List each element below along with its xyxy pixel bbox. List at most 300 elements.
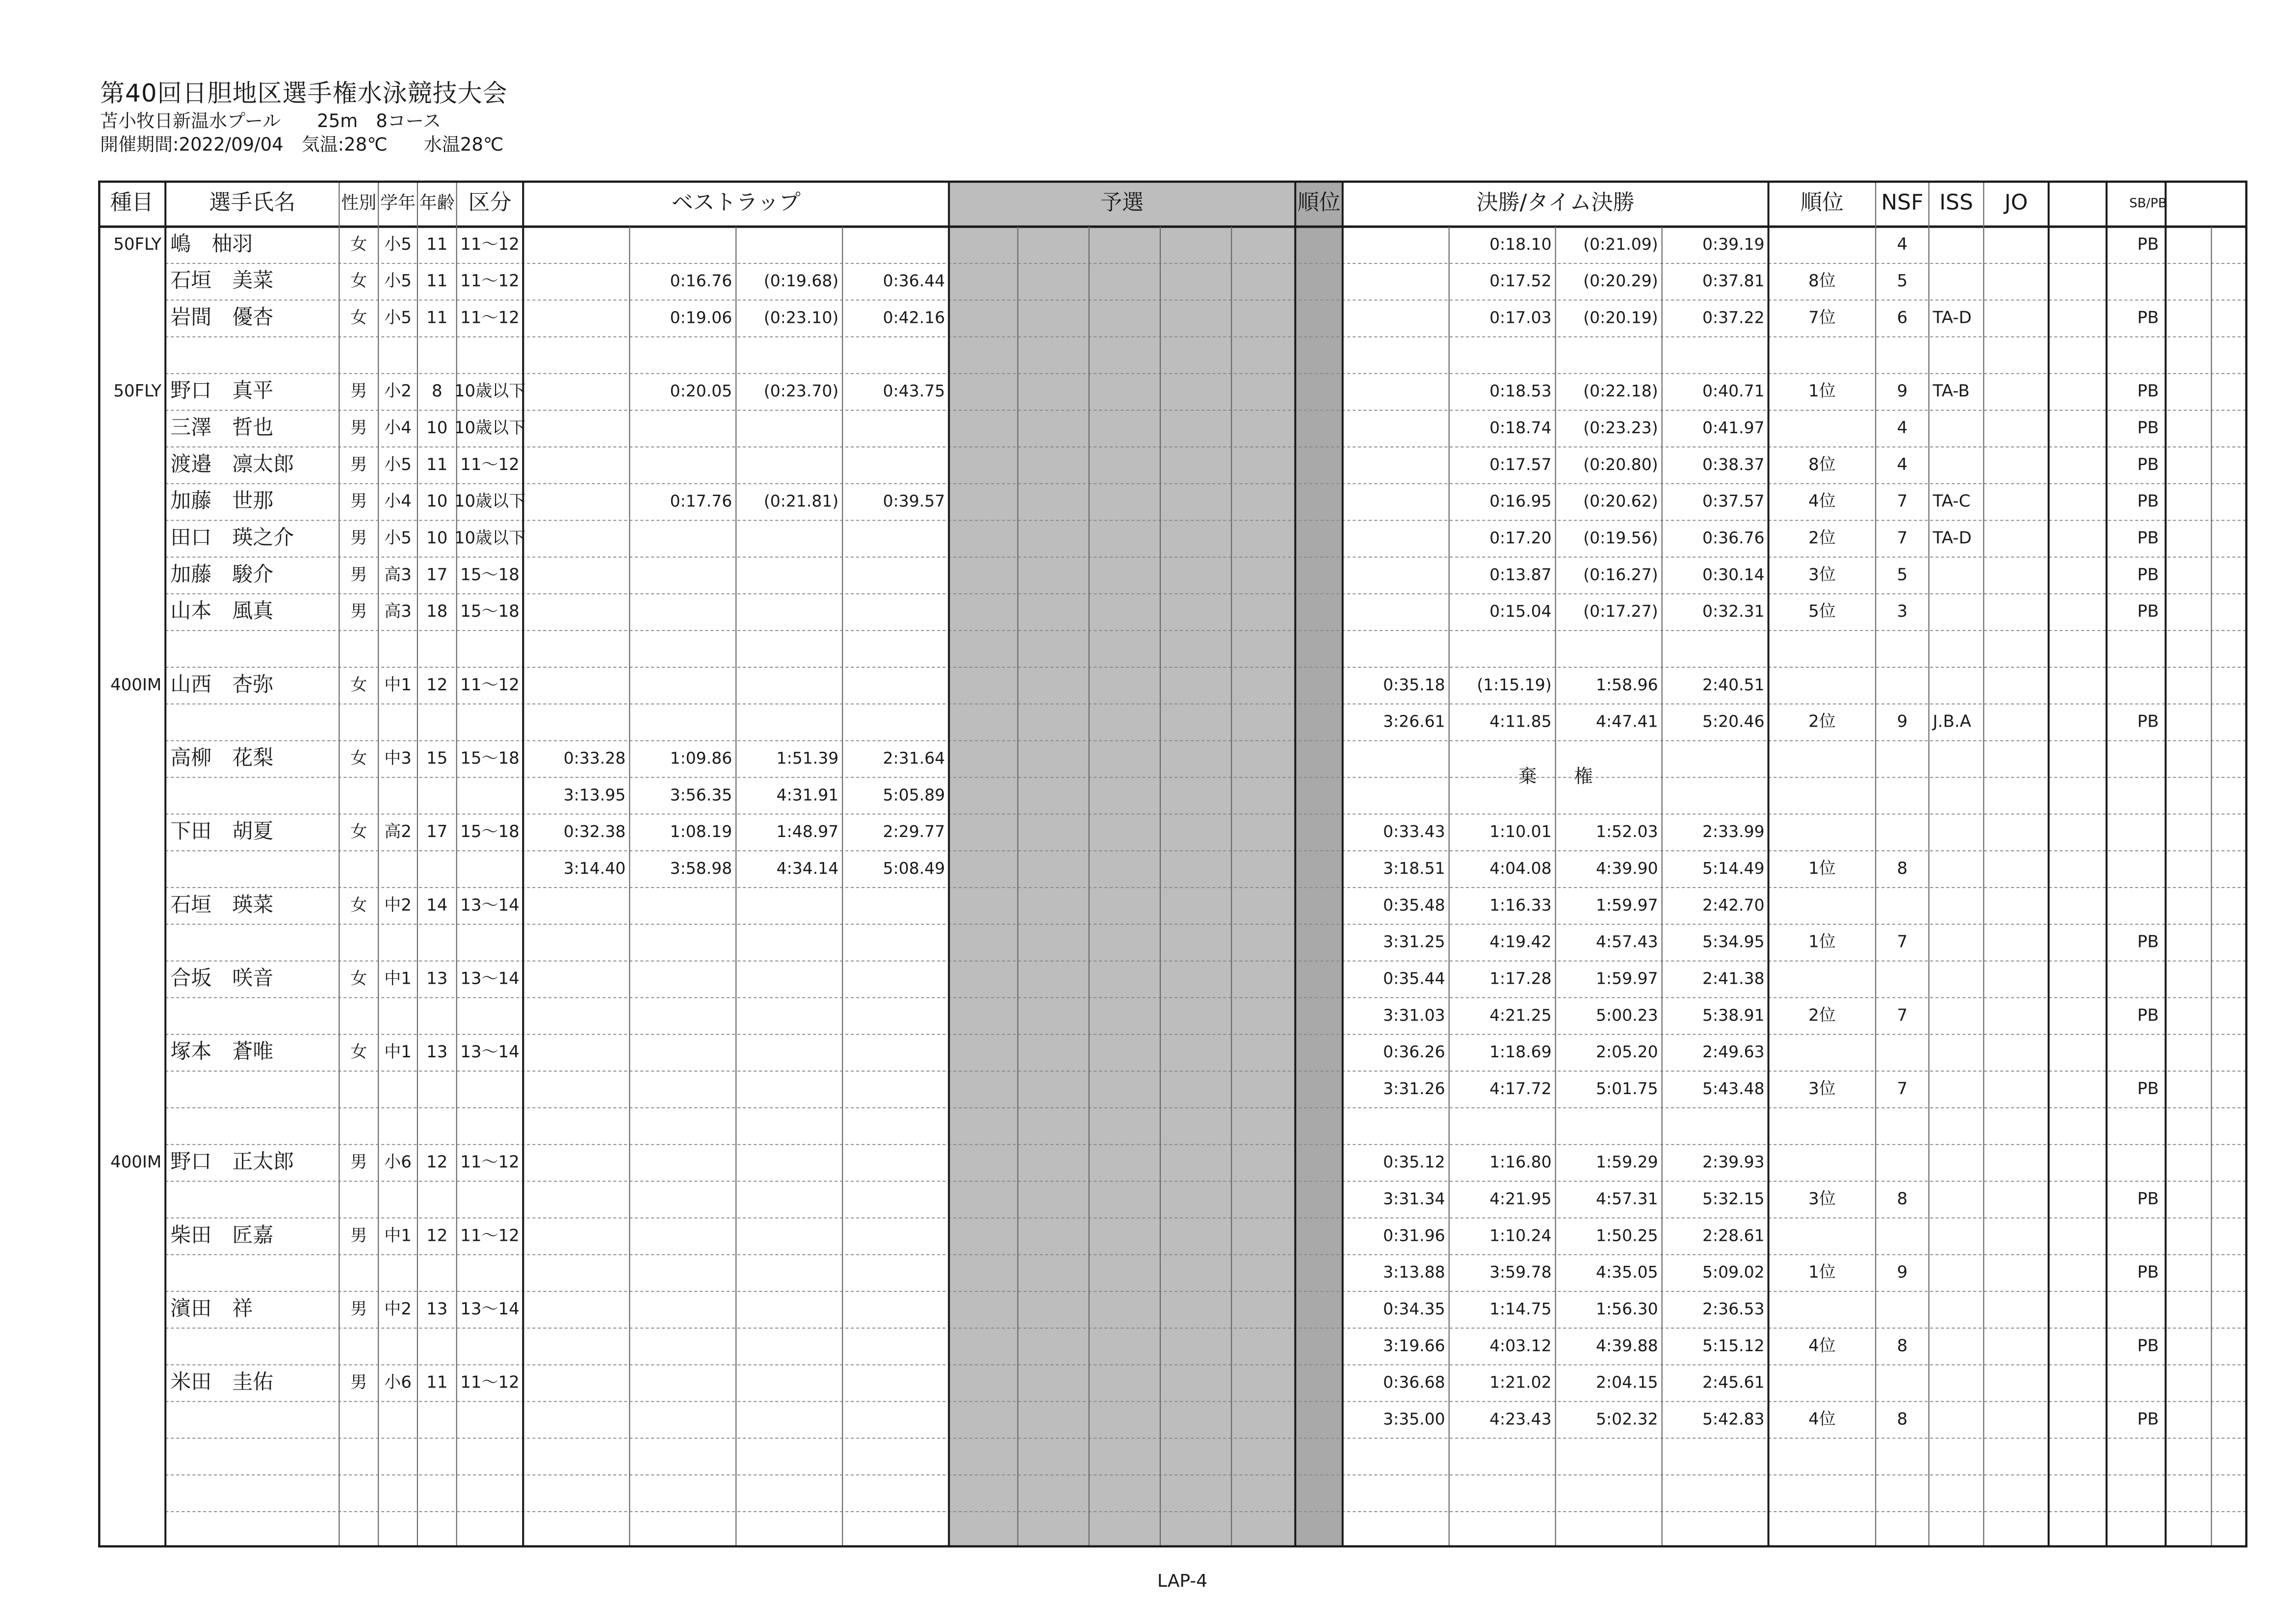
final-split: 0:39.19	[1702, 234, 1765, 254]
swimmer-division: 11～12	[460, 454, 520, 474]
swimmer-age: 11	[426, 454, 448, 474]
swimmer-name: 柴田 匠嘉	[170, 1223, 274, 1247]
sb-pb-flag: PB	[2137, 565, 2159, 585]
swimmer-division: 11～12	[460, 234, 520, 254]
final-split: 0:38.37	[1702, 454, 1765, 474]
col-rank-header: 順位	[1800, 190, 1844, 215]
swimmer-grade: 小5	[384, 234, 412, 254]
iss-standard: TA-D	[1932, 528, 1972, 548]
results-sheet	[98, 181, 2247, 1547]
swimmer-division: 11～12	[460, 1226, 520, 1246]
nsf-points: 9	[1897, 711, 1908, 732]
final-split: 0:31.96	[1383, 1226, 1445, 1245]
nsf-points: 4	[1897, 234, 1908, 254]
swimmer-sex: 女	[350, 308, 367, 328]
final-split: (0:17.27)	[1583, 602, 1658, 621]
iss-standard: TA-B	[1932, 381, 1970, 401]
swimmer-name: 濱田 祥	[170, 1296, 253, 1320]
final-rank: 2位	[1808, 711, 1836, 732]
final-rank: 1位	[1808, 381, 1836, 401]
final-split: 0:34.35	[1383, 1299, 1445, 1318]
swimmer-age: 18	[426, 602, 448, 622]
final-split: 0:41.97	[1702, 418, 1765, 438]
final-split: 1:16.33	[1489, 895, 1552, 915]
final-split: 5:20.46	[1702, 711, 1765, 731]
nsf-points: 3	[1897, 602, 1908, 622]
swimmer-grade: 小5	[384, 308, 412, 328]
final-split: 2:45.61	[1702, 1372, 1765, 1392]
final-split: (0:16.27)	[1583, 565, 1658, 584]
swimmer-name: 山西 杏弥	[170, 672, 274, 696]
swimmer-name: 加藤 世那	[170, 488, 274, 513]
nsf-points: 5	[1897, 271, 1908, 291]
swimmer-sex: 男	[350, 602, 367, 622]
col-age-header: 年齢	[419, 193, 455, 213]
final-split: (0:19.56)	[1583, 528, 1658, 548]
best-lap-split: 2:31.64	[883, 748, 945, 768]
final-split: 2:33.99	[1702, 822, 1765, 841]
final-split: 4:39.90	[1596, 859, 1658, 878]
final-split: (0:21.09)	[1583, 234, 1658, 254]
final-split: 0:30.14	[1702, 565, 1765, 584]
swimmer-age: 11	[426, 271, 448, 291]
final-rank: 5位	[1808, 602, 1836, 622]
swimmer-sex: 男	[350, 491, 367, 511]
best-lap-split: 0:17.76	[670, 491, 732, 511]
swimmer-sex: 女	[350, 1042, 367, 1062]
nsf-points: 9	[1897, 1262, 1908, 1283]
final-split: 4:03.12	[1489, 1336, 1552, 1355]
best-lap-split: 3:56.35	[670, 785, 732, 805]
final-split: 0:36.26	[1383, 1042, 1445, 1062]
final-split: 3:13.88	[1383, 1262, 1445, 1282]
swimmer-sex: 女	[350, 748, 367, 768]
nsf-points: 7	[1897, 491, 1908, 511]
swimmer-name: 渡邉 凛太郎	[170, 451, 294, 476]
best-lap-split: 0:33.28	[563, 748, 626, 768]
final-split: 0:17.03	[1489, 308, 1552, 327]
final-split: (0:23.23)	[1583, 418, 1658, 438]
final-split: 2:49.63	[1702, 1042, 1765, 1062]
best-lap-split: 1:09.86	[670, 748, 732, 768]
final-split: 0:37.57	[1702, 491, 1765, 511]
swimmer-age: 12	[426, 675, 448, 695]
swimmer-age: 10	[426, 418, 448, 438]
final-rank: 8位	[1808, 271, 1836, 291]
final-split: 0:17.52	[1489, 271, 1552, 290]
best-lap-split: 4:34.14	[776, 859, 839, 878]
swimmer-sex: 男	[350, 454, 367, 474]
swimmer-sex: 男	[350, 1299, 367, 1319]
swimmer-division: 11～12	[460, 271, 520, 291]
final-split: 0:32.31	[1702, 602, 1765, 621]
best-lap-split: (0:21.81)	[763, 491, 839, 511]
final-split: 0:15.04	[1489, 602, 1552, 621]
final-split: 0:40.71	[1702, 381, 1765, 401]
sb-pb-flag: PB	[2137, 602, 2159, 622]
final-split: 0:18.53	[1489, 381, 1552, 401]
final-split: 0:16.95	[1489, 491, 1552, 511]
final-split: 2:04.15	[1596, 1372, 1658, 1392]
final-split: 2:42.70	[1702, 895, 1765, 915]
nsf-points: 8	[1897, 1409, 1908, 1429]
swimmer-division: 11～12	[460, 1152, 520, 1172]
nsf-points: 9	[1897, 381, 1908, 401]
event-label: 50FLY	[113, 234, 162, 254]
final-split: 0:36.76	[1702, 528, 1765, 548]
final-split: (0:20.19)	[1583, 308, 1658, 327]
col-sbpb-header: SB/PB	[2129, 196, 2167, 211]
swimmer-name: 野口 真平	[170, 378, 274, 403]
final-rank: 1位	[1808, 859, 1836, 879]
swimmer-division: 11～12	[460, 1372, 520, 1392]
swimmer-division: 15～18	[460, 602, 520, 622]
swimmer-grade: 高3	[384, 565, 412, 585]
swimmer-sex: 男	[350, 418, 367, 438]
sb-pb-flag: PB	[2137, 711, 2159, 732]
swimmer-division: 13～14	[460, 1042, 520, 1062]
col-prelim-header: 予選	[1100, 190, 1144, 215]
swimmer-name: 合坂 咲音	[170, 966, 274, 990]
sb-pb-flag: PB	[2137, 381, 2159, 401]
final-split: 0:36.68	[1383, 1372, 1445, 1392]
swimmer-sex: 男	[350, 1226, 367, 1246]
final-rank: 2位	[1808, 1005, 1836, 1025]
final-rank: 4位	[1808, 491, 1836, 511]
final-rank: 7位	[1808, 308, 1836, 328]
swimmer-division: 13～14	[460, 969, 520, 989]
final-split: 2:05.20	[1596, 1042, 1658, 1062]
final-split: 4:23.43	[1489, 1409, 1552, 1429]
sb-pb-flag: PB	[2137, 1189, 2159, 1209]
final-rank: 4位	[1808, 1336, 1836, 1356]
final-split: 5:09.02	[1702, 1262, 1765, 1282]
swimmer-name: 高柳 花梨	[170, 745, 274, 770]
event-label: 400IM	[110, 675, 162, 695]
swimmer-age: 17	[426, 822, 448, 842]
final-rank: 1位	[1808, 932, 1836, 952]
final-split: 1:14.75	[1489, 1299, 1552, 1318]
swimmer-grade: 小4	[384, 491, 412, 511]
swimmer-age: 13	[426, 1042, 448, 1062]
swimmer-grade: 中1	[384, 969, 412, 989]
final-split: 5:43.48	[1702, 1079, 1765, 1099]
best-lap-split: 1:51.39	[776, 748, 839, 768]
final-split: 1:52.03	[1596, 822, 1658, 841]
swimmer-age: 13	[426, 969, 448, 989]
swimmer-grade: 中2	[384, 895, 412, 915]
final-split: 2:28.61	[1702, 1226, 1765, 1245]
final-split: 5:38.91	[1702, 1005, 1765, 1025]
final-rank: 8位	[1808, 454, 1836, 474]
final-split: 0:37.22	[1702, 308, 1765, 327]
swimmer-age: 11	[426, 308, 448, 328]
final-split: 5:42.83	[1702, 1409, 1765, 1429]
final-split: 5:15.12	[1702, 1336, 1765, 1355]
date-line: 開催期間:2022/09/04 気温:28℃ 水温28℃	[100, 134, 504, 155]
swimmer-name: 三澤 哲也	[170, 415, 274, 440]
swimmer-grade: 中1	[384, 1042, 412, 1062]
event-label: 400IM	[110, 1152, 162, 1172]
swimmer-sex: 男	[350, 381, 367, 401]
swimmer-name: 石垣 瑛菜	[170, 892, 274, 917]
swimmer-age: 8	[431, 381, 443, 401]
best-lap-split: 3:14.40	[563, 859, 626, 878]
best-lap-split: 0:32.38	[563, 822, 626, 841]
best-lap-split: 5:08.49	[883, 859, 945, 878]
sb-pb-flag: PB	[2137, 491, 2159, 511]
swimmer-division: 15～18	[460, 565, 520, 585]
prelim-shade	[949, 181, 1295, 1547]
final-split: (1:15.19)	[1477, 675, 1552, 694]
swimmer-sex: 男	[350, 565, 367, 585]
sb-pb-flag: PB	[2137, 234, 2159, 254]
final-split: 0:35.44	[1383, 969, 1445, 988]
sb-pb-flag: PB	[2137, 528, 2159, 548]
sb-pb-flag: PB	[2137, 1262, 2159, 1283]
swimmer-name: 米田 圭佑	[170, 1369, 274, 1394]
swimmer-name: 下田 胡夏	[170, 819, 274, 843]
final-split: (0:20.62)	[1583, 491, 1658, 511]
swimmer-age: 12	[426, 1152, 448, 1172]
final-split: 3:26.61	[1383, 711, 1445, 731]
swimmer-age: 11	[426, 1372, 448, 1392]
final-split: 4:04.08	[1489, 859, 1552, 878]
swimmer-division: 10歳以下	[454, 528, 526, 548]
sb-pb-flag: PB	[2137, 1079, 2159, 1099]
final-rank: 2位	[1808, 528, 1836, 548]
swimmer-grade: 中1	[384, 1226, 412, 1246]
col-final-header: 決勝/タイム決勝	[1476, 190, 1635, 215]
final-split: 3:31.34	[1383, 1189, 1445, 1208]
final-split: 0:17.57	[1489, 454, 1552, 474]
final-split: 3:31.25	[1383, 932, 1445, 951]
best-lap-split: 0:39.57	[883, 491, 945, 511]
nsf-points: 5	[1897, 565, 1908, 585]
iss-standard: J.B.A	[1932, 711, 1971, 732]
nsf-points: 4	[1897, 454, 1908, 474]
swimmer-division: 10歳以下	[454, 418, 526, 438]
final-split: 0:18.10	[1489, 234, 1552, 254]
best-lap-split: 0:42.16	[883, 308, 945, 327]
final-split: 0:33.43	[1383, 822, 1445, 841]
final-split: 2:41.38	[1702, 969, 1765, 988]
event-label: 50FLY	[113, 381, 162, 401]
sb-pb-flag: PB	[2137, 418, 2159, 438]
swimmer-name: 田口 瑛之介	[170, 525, 294, 550]
swimmer-age: 11	[426, 234, 448, 254]
sb-pb-flag: PB	[2137, 1005, 2159, 1025]
final-rank: 3位	[1808, 565, 1836, 585]
swimmer-sex: 女	[350, 969, 367, 989]
best-lap-split: 0:19.06	[670, 308, 732, 327]
final-split: 4:35.05	[1596, 1262, 1658, 1282]
swimmer-name: 石垣 美菜	[170, 268, 274, 292]
venue-line: 苫小牧日新温水プール 25m 8コース	[100, 110, 441, 131]
final-split: 0:35.12	[1383, 1152, 1445, 1172]
best-lap-split: 1:48.97	[776, 822, 839, 841]
final-split: 2:36.53	[1702, 1299, 1765, 1318]
swimmer-name: 加藤 駿介	[170, 562, 274, 586]
final-split: 5:14.49	[1702, 859, 1765, 878]
final-split: 0:18.74	[1489, 418, 1552, 438]
swimmer-age: 13	[426, 1299, 448, 1319]
swimmer-division: 13～14	[460, 1299, 520, 1319]
swimmer-grade: 小5	[384, 528, 412, 548]
final-split: 1:59.97	[1596, 895, 1658, 915]
best-lap-split: (0:19.68)	[763, 271, 839, 290]
best-lap-split: 0:16.76	[670, 271, 732, 290]
best-lap-split: 2:29.77	[883, 822, 945, 841]
meet-title: 第40回日胆地区選手権水泳競技大会	[100, 79, 508, 107]
swimmer-name: 嶋 柚羽	[170, 231, 253, 256]
swimmer-name: 岩間 優杏	[170, 305, 274, 329]
final-split: 4:19.42	[1489, 932, 1552, 951]
final-split: 1:56.30	[1596, 1299, 1658, 1318]
sb-pb-flag: PB	[2137, 308, 2159, 328]
swimmer-division: 10歳以下	[454, 381, 526, 401]
final-split: 3:31.26	[1383, 1079, 1445, 1099]
col-iss-header: ISS	[1939, 190, 1973, 215]
final-split: 4:57.43	[1596, 932, 1658, 951]
nsf-points: 7	[1897, 1079, 1908, 1099]
final-split: (0:20.80)	[1583, 454, 1658, 474]
nsf-points: 4	[1897, 418, 1908, 438]
swimmer-sex: 男	[350, 528, 367, 548]
swimmer-age: 10	[426, 528, 448, 548]
swimmer-division: 10歳以下	[454, 491, 526, 511]
swimmer-grade: 中3	[384, 748, 412, 768]
swimmer-division: 15～18	[460, 822, 520, 842]
best-lap-split: 1:08.19	[670, 822, 732, 841]
page-footer: LAP-4	[1157, 1571, 1208, 1591]
final-split: 1:10.01	[1489, 822, 1552, 841]
final-split: 5:34.95	[1702, 932, 1765, 951]
best-lap-split: 0:36.44	[883, 271, 945, 290]
final-split: (0:22.18)	[1583, 381, 1658, 401]
final-split: 1:10.24	[1489, 1226, 1552, 1245]
col-grade-header: 学年	[380, 193, 416, 213]
iss-standard: TA-C	[1932, 491, 1971, 511]
swimmer-sex: 女	[350, 675, 367, 695]
best-lap-split: (0:23.70)	[763, 381, 839, 401]
swimmer-sex: 女	[350, 234, 367, 254]
swimmer-grade: 高3	[384, 602, 412, 622]
final-split: 5:00.23	[1596, 1005, 1658, 1025]
final-split: 3:59.78	[1489, 1262, 1552, 1282]
swimmer-sex: 女	[350, 895, 367, 915]
final-rank: 1位	[1808, 1262, 1836, 1283]
final-split: 1:59.97	[1596, 969, 1658, 988]
final-split: 4:21.95	[1489, 1189, 1552, 1208]
swimmer-age: 17	[426, 565, 448, 585]
final-split: 1:17.28	[1489, 969, 1552, 988]
sb-pb-flag: PB	[2137, 454, 2159, 474]
swimmer-grade: 小2	[384, 381, 412, 401]
iss-standard: TA-D	[1932, 308, 1972, 328]
nsf-points: 7	[1897, 932, 1908, 952]
best-lap-split: (0:23.10)	[763, 308, 839, 327]
swimmer-age: 10	[426, 491, 448, 511]
swimmer-grade: 中2	[384, 1299, 412, 1319]
final-split: 3:31.03	[1383, 1005, 1445, 1025]
final-split: (0:20.29)	[1583, 271, 1658, 290]
nsf-points: 8	[1897, 1189, 1908, 1209]
final-rank: 4位	[1808, 1409, 1836, 1429]
final-split: 1:21.02	[1489, 1372, 1552, 1392]
swimmer-grade: 高2	[384, 822, 412, 842]
col-sex-header: 性別	[341, 193, 377, 213]
swimmer-grade: 小6	[384, 1152, 412, 1172]
best-lap-split: 3:58.98	[670, 859, 732, 878]
best-lap-split: 5:05.89	[883, 785, 945, 805]
col-division-header: 区分	[468, 190, 512, 215]
sb-pb-flag: PB	[2137, 1336, 2159, 1356]
best-lap-split: 4:31.91	[776, 785, 839, 805]
final-split: 3:35.00	[1383, 1409, 1445, 1429]
swimmer-division: 13～14	[460, 895, 520, 915]
swimmer-grade: 小5	[384, 454, 412, 474]
swimmer-grade: 中1	[384, 675, 412, 695]
final-rank: 3位	[1808, 1079, 1836, 1099]
final-split: 0:13.87	[1489, 565, 1552, 584]
swimmer-grade: 小4	[384, 418, 412, 438]
col-bestlap-header: ベストラップ	[671, 190, 801, 215]
final-rank: 3位	[1808, 1189, 1836, 1209]
col-event-header: 種目	[110, 190, 154, 215]
final-split: 1:50.25	[1596, 1226, 1658, 1245]
swimmer-grade: 小5	[384, 271, 412, 291]
prelim-rank-shade	[1295, 181, 1343, 1547]
best-lap-split: 3:13.95	[563, 785, 626, 805]
swimmer-age: 15	[426, 748, 448, 768]
swimmer-name: 山本 風真	[170, 599, 274, 623]
swimmer-division: 15～18	[460, 748, 520, 768]
swimmer-sex: 女	[350, 271, 367, 291]
final-split: 1:59.29	[1596, 1152, 1658, 1172]
final-split: 0:17.20	[1489, 528, 1552, 548]
nsf-points: 6	[1897, 308, 1908, 328]
final-split: 4:47.41	[1596, 711, 1658, 731]
final-split: 2:40.51	[1702, 675, 1765, 694]
final-split: 3:19.66	[1383, 1336, 1445, 1355]
final-split: 0:37.81	[1702, 271, 1765, 290]
final-split: 1:16.80	[1489, 1152, 1552, 1172]
col-jo-header: JO	[2004, 190, 2028, 215]
col-nsf-header: NSF	[1881, 190, 1924, 215]
final-split: 4:17.72	[1489, 1079, 1552, 1099]
nsf-points: 7	[1897, 1005, 1908, 1025]
swimmer-sex: 男	[350, 1372, 367, 1392]
col-name-header: 選手氏名	[209, 190, 296, 215]
swimmer-division: 11～12	[460, 675, 520, 695]
final-split: 3:18.51	[1383, 859, 1445, 878]
withdrawn-note: 棄 権	[1518, 765, 1593, 787]
final-split: 4:11.85	[1489, 711, 1552, 731]
nsf-points: 7	[1897, 528, 1908, 548]
swimmer-name: 野口 正太郎	[170, 1149, 294, 1174]
final-split: 5:02.32	[1596, 1409, 1658, 1429]
final-split: 4:39.88	[1596, 1336, 1658, 1355]
final-split: 4:57.31	[1596, 1189, 1658, 1208]
final-split: 2:39.93	[1702, 1152, 1765, 1172]
swimmer-sex: 女	[350, 822, 367, 842]
swimmer-division: 11～12	[460, 308, 520, 328]
nsf-points: 8	[1897, 1336, 1908, 1356]
final-split: 4:21.25	[1489, 1005, 1552, 1025]
final-split: 1:58.96	[1596, 675, 1658, 694]
sb-pb-flag: PB	[2137, 932, 2159, 952]
